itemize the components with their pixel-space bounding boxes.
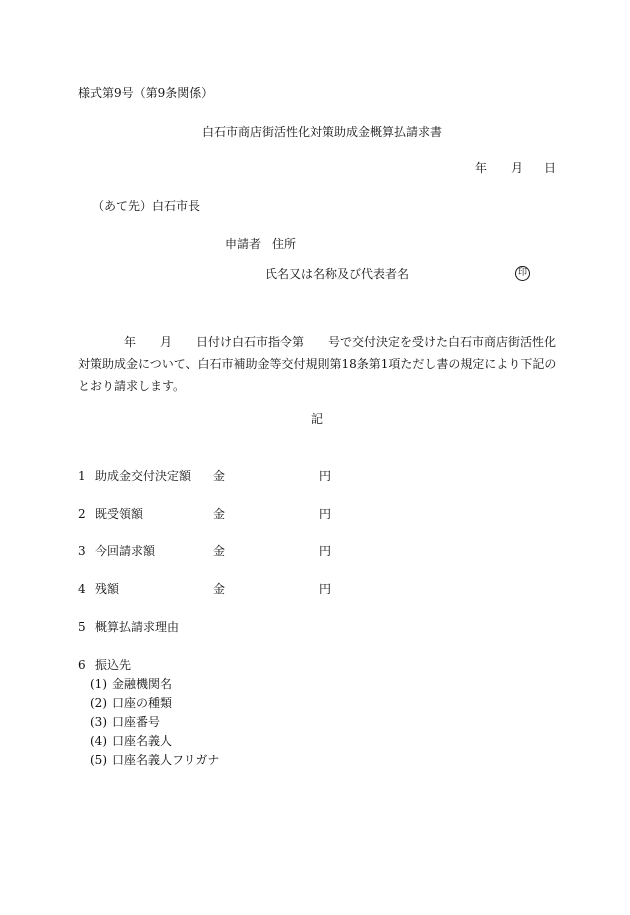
- ki-heading: 記: [311, 412, 324, 426]
- sub-item-number: (3): [90, 715, 107, 729]
- item-kin: 金: [213, 507, 226, 521]
- item-kin: 金: [213, 469, 226, 483]
- request-body-text: 年 月 日付け白石市指令第 号で交付決定を受けた白石市商店街活性化対策助成金について、白石市補助金等交付規則第18条第1項ただし書の規定により下記のとおり請求します。: [78, 335, 557, 393]
- item-label: 今回請求額: [95, 544, 156, 558]
- addressee: （あて先）白石市長: [92, 199, 201, 213]
- item-number: 4: [78, 582, 86, 596]
- item-yen: 円: [319, 469, 332, 483]
- applicant-label: 申請者: [225, 237, 262, 251]
- item-kin: 金: [213, 544, 226, 558]
- item-label: 振込先: [95, 658, 132, 672]
- seal-mark: 印: [515, 266, 530, 281]
- sub-item: [90, 697, 172, 709]
- item-label: 概算払請求理由: [95, 620, 180, 634]
- sub-item-number: (2): [90, 696, 107, 710]
- sub-item: [90, 754, 219, 766]
- sub-item-label: 口座名義人フリガナ: [112, 753, 220, 767]
- sub-item-label: 口座名義人: [112, 734, 173, 748]
- item-number: 6: [78, 658, 86, 672]
- sub-item-number: (5): [90, 753, 107, 767]
- item-label: 既受領額: [95, 507, 144, 521]
- item-label: 助成金交付決定額: [95, 469, 192, 483]
- sub-item: [90, 735, 172, 747]
- item-yen: 円: [319, 582, 332, 596]
- item-kin: 金: [213, 582, 226, 596]
- item-yen: 円: [319, 544, 332, 558]
- item-number: 2: [78, 507, 86, 521]
- document-title: 白石市商店街活性化対策助成金概算払請求書: [202, 125, 443, 139]
- item-label: 残額: [95, 582, 120, 596]
- date-month: 月: [511, 161, 524, 175]
- sub-item-label: 口座の種類: [112, 696, 173, 710]
- sub-item: [90, 716, 160, 728]
- item-yen: 円: [319, 507, 332, 521]
- date-day: 日: [544, 161, 557, 175]
- sub-item-number: (4): [90, 734, 107, 748]
- applicant-name-label: 氏名又は名称及び代表者名: [265, 267, 410, 281]
- sub-item-label: 口座番号: [112, 715, 161, 729]
- item-number: 1: [78, 469, 86, 483]
- applicant-address-label: 住所: [272, 237, 297, 251]
- sub-item: [90, 678, 172, 690]
- sub-item-number: (1): [90, 677, 107, 691]
- form-number: 様式第9号（第9条関係）: [78, 86, 214, 100]
- item-number: 3: [78, 544, 86, 558]
- item-number: 5: [78, 620, 86, 634]
- date-year: 年: [475, 161, 488, 175]
- sub-item-label: 金融機関名: [112, 677, 173, 691]
